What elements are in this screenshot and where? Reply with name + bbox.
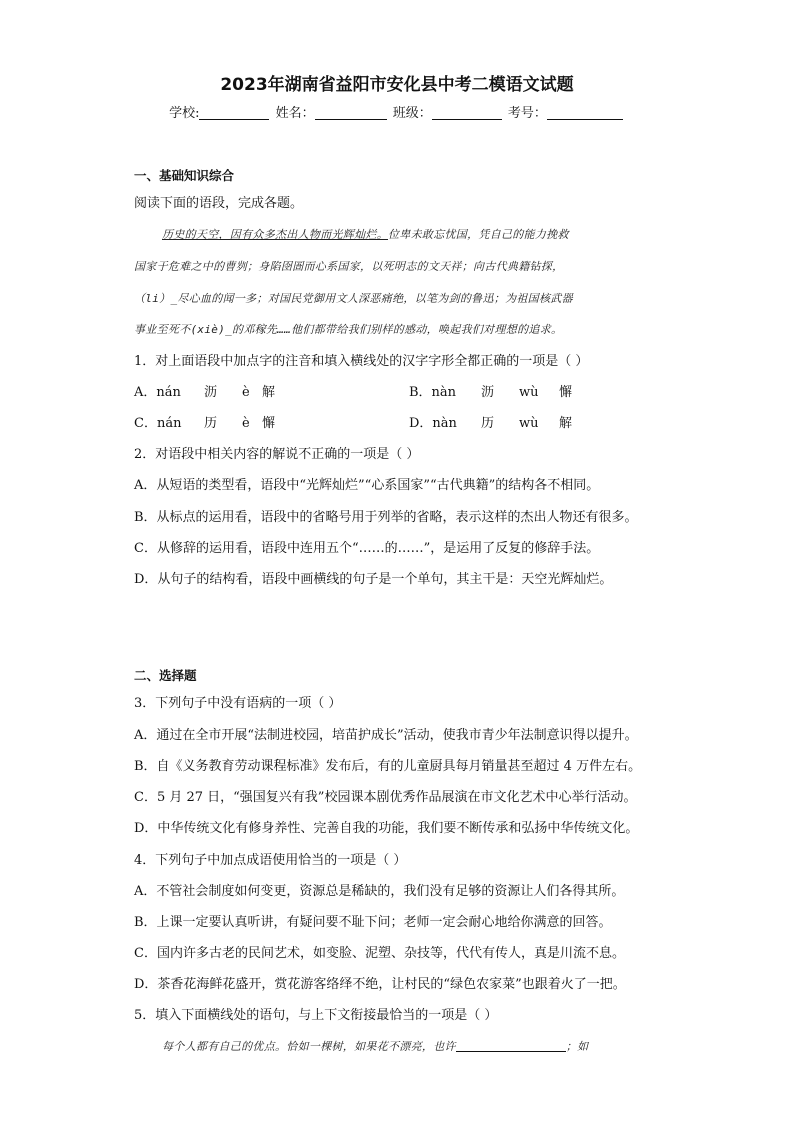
question-3-option-b[interactable]: B．自《义务教育劳动课程标准》发布后，有的儿童厨具每月销量甚至超过 4 万件左右。 xyxy=(134,759,642,774)
question-2-option-c[interactable]: C．从修辞的运用看，语段中连用五个“……的……”，是运用了反复的修辞手法。 xyxy=(134,541,600,556)
passage-line-2: 国家于危难之中的曹刿；身陷囹圄而心系国家，以死明志的文天祥；向古代典籍钻探， xyxy=(134,260,564,273)
question-5-passage xyxy=(162,1038,588,1054)
question-1-option-b[interactable]: B．nàn 沥 wù 懈 xyxy=(409,385,573,400)
question-1-stem: 1．对上面语段中加点字的注音和填入横线处的汉字字形全都正确的一项是（ ） xyxy=(134,354,589,369)
question-5-fill-blank[interactable] xyxy=(456,1039,566,1052)
school-label: 学校: xyxy=(169,106,200,121)
question-5-passage-start: 每个人都有自己的优点。恰如一棵树，如果花不漂亮，也许 xyxy=(162,1040,456,1053)
exam-number-blank[interactable] xyxy=(547,105,623,120)
question-3-option-c[interactable]: C．5 月 27 日，“强国复兴有我”校园课本剧优秀作品展演在市文化艺术中心举行活动。 xyxy=(134,790,637,805)
passage-line-3: （li）_尽心血的闻一多；对国民党御用文人深恶痛绝，以笔为剑的鲁迅；为祖国核武器 xyxy=(134,292,573,305)
question-2-option-a[interactable]: A．从短语的类型看，语段中“光辉灿烂”“心系国家”“古代典籍”的结构各不相同。 xyxy=(134,478,600,493)
class-label: 班级： xyxy=(392,106,432,121)
name-blank[interactable] xyxy=(315,105,387,120)
school-blank[interactable] xyxy=(199,105,269,120)
question-4-option-b[interactable]: B．上课一定要认真听讲，有疑问要不耻下问；老师一定会耐心地给你满意的回答。 xyxy=(134,915,612,930)
question-4-option-c[interactable]: C．国内许多古老的民间艺术，如变脸、泥塑、杂技等，代代有传人，真是川流不息。 xyxy=(134,946,625,961)
passage-line-1-rest: 位卑未敢忘忧国，凭自己的能力挽救 xyxy=(388,228,569,241)
question-2-stem: 2．对语段中相关内容的解说不正确的一项是（ ） xyxy=(134,447,420,462)
student-info-row xyxy=(0,102,794,121)
passage-line-1 xyxy=(162,226,569,242)
question-1-option-d[interactable]: D．nàn 历 wù 解 xyxy=(409,416,573,431)
question-5-stem: 5．填入下面横线处的语句，与上下文衔接最恰当的一项是（ ） xyxy=(134,1008,498,1023)
question-3-option-d[interactable]: D．中华传统文化有修身养性、完善自我的功能，我们要不断传承和弘扬中华传统文化。 xyxy=(134,821,639,836)
section1-heading: 一、基础知识综合 xyxy=(134,168,235,183)
name-label: 姓名： xyxy=(275,106,315,121)
class-blank[interactable] xyxy=(432,105,502,120)
question-4-stem: 4．下列句子中加点成语使用恰当的一项是（ ） xyxy=(134,853,407,868)
question-4-option-a[interactable]: A．不管社会制度如何变更，资源总是稀缺的，我们没有足够的资源让人们各得其所。 xyxy=(134,884,625,899)
question-4-option-d[interactable]: D．茶香花海鲜花盛开，赏花游客络绎不绝，让村民的“绿色农家菜”也跟着火了一把。 xyxy=(134,977,626,992)
section1-intro: 阅读下面的语段，完成各题。 xyxy=(134,196,304,211)
question-1-option-c[interactable]: C．nán 历 è 懈 xyxy=(134,416,276,431)
question-3-stem: 3．下列句子中没有语病的一项（ ） xyxy=(134,696,342,711)
question-2-option-b[interactable]: B．从标点的运用看，语段中的省略号用于列举的省略，表示这样的杰出人物还有很多。 xyxy=(134,510,638,525)
page-title: 2023年湖南省益阳市安化县中考二模语文试题 xyxy=(220,75,574,95)
passage-underlined-sentence: 历史的天空，因有众多杰出人物而光辉灿烂。 xyxy=(162,228,388,241)
passage-line-4: 事业至死不(xiè)_的邓稼先……他们都带给我们别样的感动，唤起我们对理想的追求。 xyxy=(134,323,563,336)
question-3-option-a[interactable]: A．通过在全市开展“法制进校园，培苗护成长”活动，使我市青少年法制意识得以提升。 xyxy=(134,728,638,743)
question-5-passage-end: ；如 xyxy=(565,1040,589,1053)
exam-number-label: 考号： xyxy=(507,106,547,121)
section2-heading: 二、选择题 xyxy=(134,668,197,683)
question-1-option-a[interactable]: A．nán 沥 è 解 xyxy=(134,385,276,400)
question-2-option-d[interactable]: D．从句子的结构看，语段中画横线的句子是一个单句，其主干是：天空光辉灿烂。 xyxy=(134,572,613,587)
